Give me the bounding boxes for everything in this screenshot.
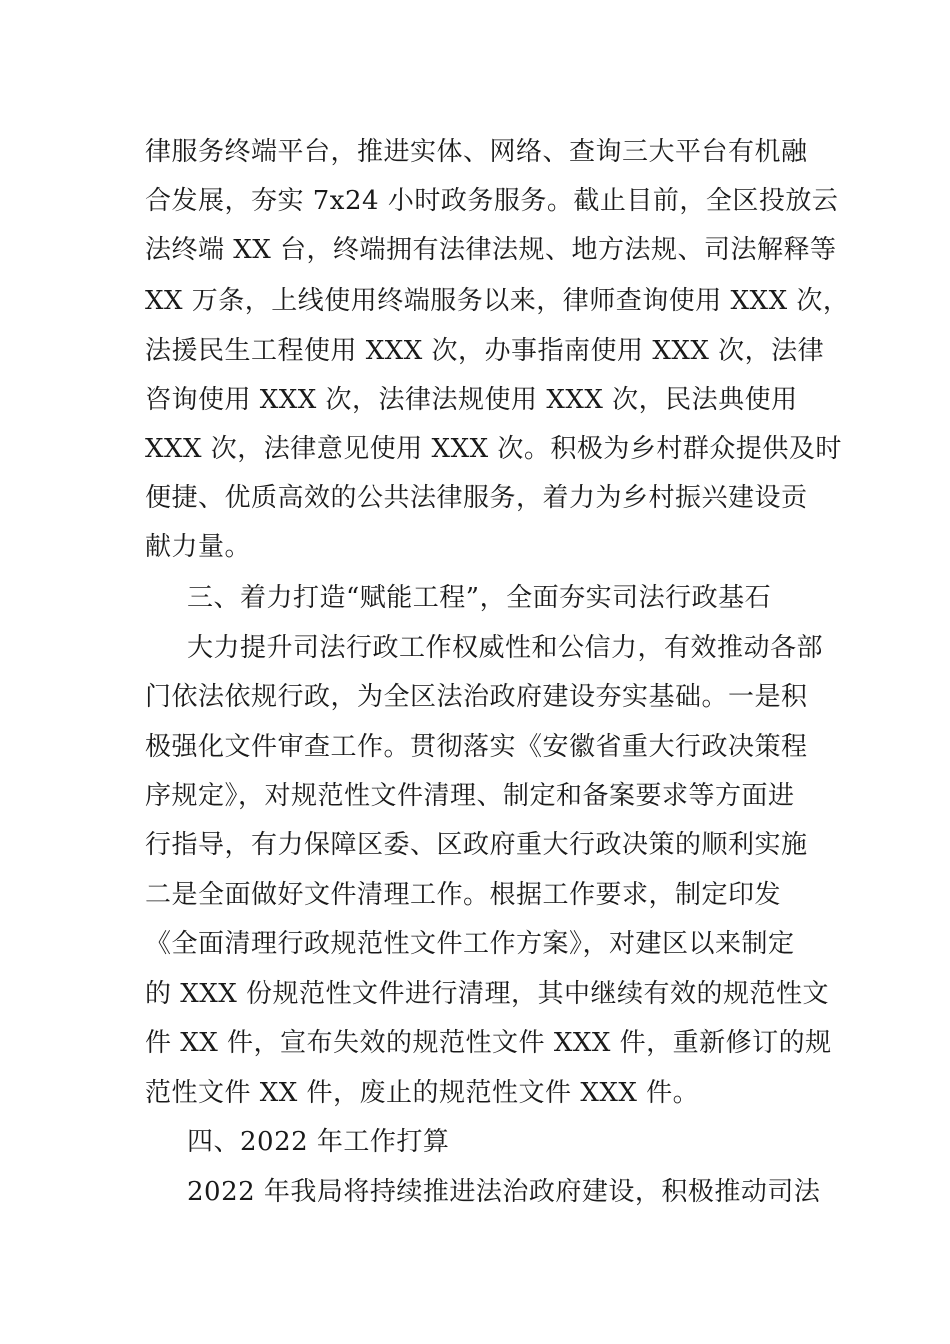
paragraph-line: XX 万条，上线使用终端服务以来，律师查询使用 XXX 次， <box>145 286 850 316</box>
section-heading-4: 四、2022 年工作打算 <box>187 1127 450 1157</box>
paragraph-line: 大力提升司法行政工作权威性和公信力，有效推动各部 <box>187 633 824 663</box>
paragraph-line: 《全面清理行政规范性文件工作方案》，对建区以来制定 <box>145 929 795 959</box>
paragraph-line: 极强化文件审查工作。贯彻落实《安徽省重大行政决策程 <box>145 732 808 762</box>
paragraph-line: 咨询使用 XXX 次，法律法规使用 XXX 次，民法典使用 <box>145 385 798 415</box>
paragraph-line: 序规定》，对规范性文件清理、制定和备案要求等方面进 <box>145 781 795 811</box>
paragraph-line: 法终端 XX 台，终端拥有法律法规、地方法规、司法解释等 <box>145 235 837 265</box>
paragraph-line: 的 XXX 份规范性文件进行清理，其中继续有效的规范性文 <box>145 979 830 1009</box>
paragraph-line: 行指导，有力保障区委、区政府重大行政决策的顺利实施 <box>145 830 808 860</box>
section-heading-3: 三、着力打造“赋能工程”，全面夯实司法行政基石 <box>187 583 772 613</box>
paragraph-line: 件 XX 件，宣布失效的规范性文件 XXX 件，重新修订的规 <box>145 1028 832 1058</box>
paragraph-line: 2022 年我局将持续推进法治政府建设，积极推动司法 <box>187 1177 821 1207</box>
paragraph-line: XXX 次，法律意见使用 XXX 次。积极为乡村群众提供及时 <box>145 434 842 464</box>
paragraph-line: 献力量。 <box>145 532 252 562</box>
paragraph-line: 门依法依规行政，为全区法治政府建设夯实基础。一是积 <box>145 682 808 712</box>
paragraph-line: 律服务终端平台，推进实体、网络、查询三大平台有机融 <box>145 137 808 167</box>
paragraph-line: 合发展，夯实 7x24 小时政务服务。截止目前，全区投放云 <box>145 186 839 216</box>
paragraph-line: 范性文件 XX 件，废止的规范性文件 XXX 件。 <box>145 1078 700 1108</box>
paragraph-line: 二是全面做好文件清理工作。根据工作要求，制定印发 <box>145 880 782 910</box>
paragraph-line: 法援民生工程使用 XXX 次，办事指南使用 XXX 次，法律 <box>145 336 825 366</box>
paragraph-line: 便捷、优质高效的公共法律服务，着力为乡村振兴建设贡 <box>145 483 808 513</box>
